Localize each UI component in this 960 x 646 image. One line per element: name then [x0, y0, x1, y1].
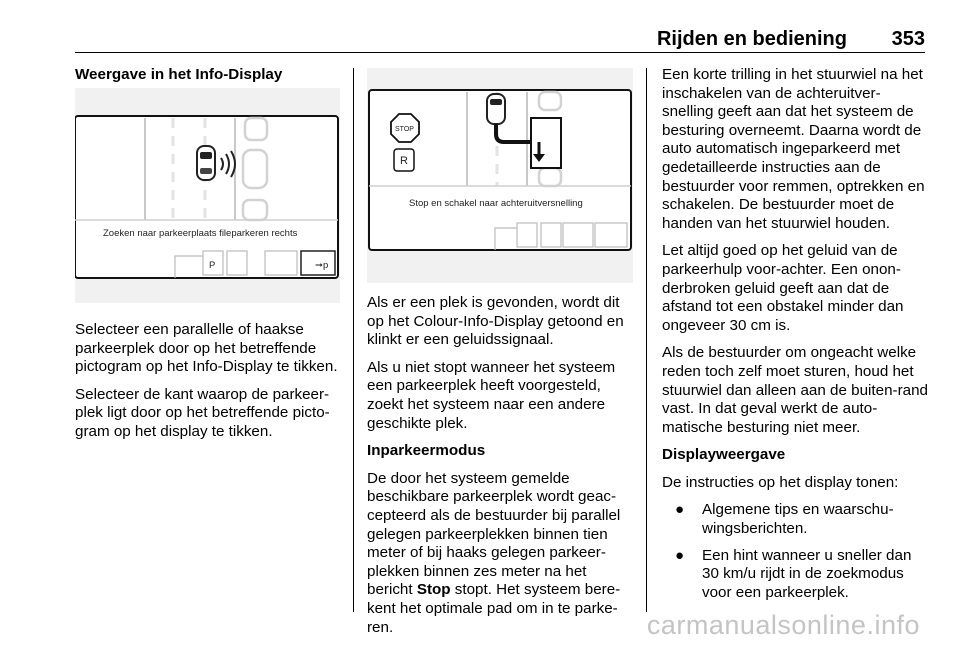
- left-text: [75, 321, 345, 451]
- paragraph: Selecteer de kant waarop de parkeer-plek ligt door op het betreffende picto-gram op het display te tikken.: [75, 385, 330, 440]
- figure-caption: Zoeken naar parkeerplaats fileparkeren rechts: [103, 228, 298, 239]
- stop-sign-label: STOP: [395, 126, 414, 133]
- bullet-icon: ●: [675, 546, 685, 564]
- figure-caption: Stop en schakel naar achteruitversnelling: [409, 198, 583, 209]
- paragraph: Selecteer een parallelle of haakse parkeerplek door op het betreffende pictogram op het Info-Display te tikken.: [75, 321, 338, 376]
- bullet-text: Algemene tips en waarschu-wingsberichten.: [702, 501, 894, 538]
- figure-search-parking: [75, 88, 340, 303]
- display-intro: De instructies op het display tonen:: [662, 473, 899, 491]
- bullet-icon: ●: [675, 501, 685, 519]
- paragraph: Als u niet stopt wanneer het systeem een parkeerplek heeft voorgesteld, zoekt het systeem naar een andere geschikte plek.: [367, 358, 616, 432]
- right-column: [662, 66, 928, 610]
- list-item: [662, 547, 928, 603]
- stop-keyword: Stop: [416, 581, 451, 599]
- paragraph-parking-mode: [367, 470, 635, 637]
- stop-reverse-illustration: [367, 68, 633, 283]
- middle-text: [367, 294, 635, 646]
- reverse-gear-label: R: [400, 155, 408, 167]
- own-car-icon: [197, 146, 215, 180]
- paragraph: Let altijd goed op het geluid van de parkeerhulp voor-achter. Een onon-derbroken geluid geeft aan dat de afstand tot een obstakel minder dan ongeveer 30 cm is.: [662, 242, 904, 334]
- page-header: [75, 28, 925, 53]
- column-divider-left: [353, 68, 354, 612]
- bullet-text: Een hint wanneer u sneller dan 30 km/u rijdt in de zoekmodus voor een parkeerplek.: [702, 546, 912, 601]
- paragraph: Als er een plek is gevonden, wordt dit op het Colour-Info-Display getoond en klinkt er een geluidssignaal.: [367, 294, 624, 349]
- column-divider-right: [646, 68, 647, 612]
- paragraph: Een korte trilling in het stuurwiel na het inschakelen van de achteruitver-snelling geeft aan dat het systeem de besturing overneemt. Daarna wordt de auto automatisch ingeparkeerd met gedetailleerde instructies aan de bestuurder voor remmen, optrekken en schakelen. De bestuurder moet de handen van het stuurwiel houden.: [662, 66, 925, 232]
- subheading-parking-mode: Inparkeermodus: [367, 442, 486, 460]
- display-bullet-list: [662, 501, 928, 602]
- own-car-icon: [487, 94, 505, 124]
- watermark: carmanualsonline.info: [646, 610, 920, 640]
- search-parking-illustration: [75, 88, 340, 303]
- stop-sign-icon: [391, 114, 419, 142]
- subheading-display: Displayweergave: [662, 446, 786, 464]
- tab-p-label: P: [209, 260, 216, 271]
- section-heading: Weergave in het Info-Display: [75, 66, 283, 83]
- page-number: 353: [891, 28, 925, 50]
- header-title: Rijden en bediening: [656, 28, 847, 50]
- tab-arrow-label: ➞p: [315, 260, 329, 271]
- paragraph: Als de bestuurder om ongeacht welke reden toch zelf moet sturen, houd het stuurwiel dan alleen aan de buiten-rand vast. In dat geval werkt de auto-matische besturing niet meer.: [662, 344, 928, 436]
- mode-text-after: stopt. Het systeem bere-kent het optimale pad om in te parke-ren.: [367, 581, 621, 636]
- list-item: [662, 501, 928, 538]
- mode-text-before: De door het systeem gemelde beschikbare parkeerplek wordt geac-cepteerd als de bestuurder bij parallel gelegen parkeerplekken binnen tien meter of bij haaks gelegen parkeer-plekken binnen zes meter na het bericht: [367, 469, 621, 599]
- reverse-gear-icon: [394, 149, 414, 171]
- figure-stop-reverse: [367, 68, 633, 283]
